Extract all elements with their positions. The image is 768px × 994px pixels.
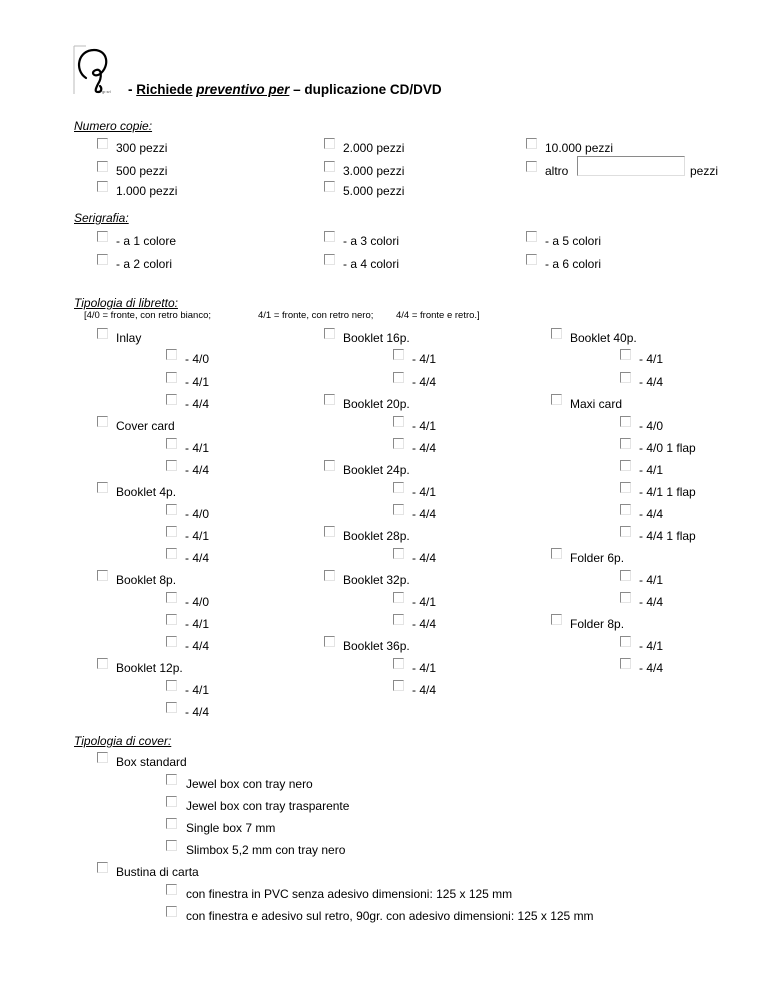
booklet-16p-checkbox[interactable] — [324, 328, 335, 339]
cover-card-44-label: - 4/4 — [185, 463, 210, 477]
jewel-trasparente-checkbox[interactable] — [166, 796, 177, 807]
booklet-36p-44-label: - 4/4 — [412, 683, 437, 697]
booklet-16p-label: Booklet 16p. — [343, 331, 410, 345]
copie-5000-checkbox[interactable] — [324, 181, 335, 192]
booklet-8p-44-label: - 4/4 — [185, 639, 210, 653]
booklet-16p-41-checkbox[interactable] — [393, 349, 404, 360]
serigrafia-1-colore-label: - a 1 colore — [116, 234, 177, 248]
booklet-40p-44-checkbox[interactable] — [620, 372, 631, 383]
maxi-card-40-flap-checkbox[interactable] — [620, 438, 631, 449]
libretto-note-44: 4/4 = fronte e retro.] — [396, 310, 480, 321]
copie-10000-checkbox[interactable] — [526, 138, 537, 149]
cover-card-41-checkbox[interactable] — [166, 438, 177, 449]
maxi-card-40-checkbox[interactable] — [620, 416, 631, 427]
serigrafia-5-colori-checkbox[interactable] — [526, 231, 537, 242]
booklet-20p-41-label: - 4/1 — [412, 419, 437, 433]
folder-6p-label: Folder 6p. — [570, 551, 625, 565]
booklet-24p-checkbox[interactable] — [324, 460, 335, 471]
slimbox-label: Slimbox 5,2 mm con tray nero — [186, 843, 346, 857]
copie-2000-checkbox[interactable] — [324, 138, 335, 149]
copie-300-label: 300 pezzi — [116, 141, 168, 155]
booklet-12p-44-label: - 4/4 — [185, 705, 210, 719]
booklet-12p-label: Booklet 12p. — [116, 661, 183, 675]
maxi-card-label: Maxi card — [570, 397, 623, 411]
booklet-32p-41-label: - 4/1 — [412, 595, 437, 609]
booklet-32p-44-label: - 4/4 — [412, 617, 437, 631]
folder-8p-41-checkbox[interactable] — [620, 636, 631, 647]
company-logo — [72, 44, 124, 96]
booklet-20p-label: Booklet 20p. — [343, 397, 410, 411]
libretto-note-41: 4/1 = fronte, con retro nero; — [258, 310, 374, 321]
booklet-24p-41-label: - 4/1 — [412, 485, 437, 499]
copie-altro-input[interactable] — [577, 156, 685, 176]
jewel-nero-label: Jewel box con tray nero — [186, 777, 313, 791]
inlay-44-label: - 4/4 — [185, 397, 210, 411]
inlay-40-label: - 4/0 — [185, 352, 210, 366]
maxi-card-44-flap-label: - 4/4 1 flap — [639, 529, 696, 543]
serigrafia-4-colori-checkbox[interactable] — [324, 254, 335, 265]
serigrafia-1-colore-checkbox[interactable] — [97, 231, 108, 242]
serigrafia-3-colori-label: - a 3 colori — [343, 234, 400, 248]
serigrafia-6-colori-checkbox[interactable] — [526, 254, 537, 265]
inlay-checkbox[interactable] — [97, 328, 108, 339]
booklet-16p-41-label: - 4/1 — [412, 352, 437, 366]
cover-card-checkbox[interactable] — [97, 416, 108, 427]
maxi-card-41-checkbox[interactable] — [620, 460, 631, 471]
serigrafia-heading: Serigrafia: — [74, 211, 129, 225]
copie-5000-label: 5.000 pezzi — [343, 184, 405, 198]
booklet-4p-checkbox[interactable] — [97, 482, 108, 493]
maxi-card-41-flap-checkbox[interactable] — [620, 482, 631, 493]
booklet-40p-label: Booklet 40p. — [570, 331, 637, 345]
booklet-12p-44-checkbox[interactable] — [166, 702, 177, 713]
copie-pezzi-label: pezzi — [690, 164, 719, 178]
serigrafia-3-colori-checkbox[interactable] — [324, 231, 335, 242]
serigrafia-2-colori-label: - a 2 colori — [116, 257, 173, 271]
booklet-24p-44-checkbox[interactable] — [393, 504, 404, 515]
cover-card-label: Cover card — [116, 419, 175, 433]
folder-8p-checkbox[interactable] — [551, 614, 562, 625]
inlay-41-label: - 4/1 — [185, 375, 210, 389]
finestra-adesivo-checkbox[interactable] — [166, 906, 177, 917]
booklet-40p-41-checkbox[interactable] — [620, 349, 631, 360]
numero-copie-heading: Numero copie: — [74, 119, 153, 133]
booklet-8p-checkbox[interactable] — [97, 570, 108, 581]
maxi-card-41-label: - 4/1 — [639, 463, 664, 477]
booklet-32p-checkbox[interactable] — [324, 570, 335, 581]
booklet-24p-44-label: - 4/4 — [412, 507, 437, 521]
booklet-40p-44-label: - 4/4 — [639, 375, 664, 389]
page-title: - Richiede preventivo per – duplicazione CD/DVD — [128, 82, 442, 97]
bustina-carta-label: Bustina di carta — [116, 865, 199, 879]
copie-3000-label: 3.000 pezzi — [343, 164, 405, 178]
libretto-note-40: [4/0 = fronte, con retro bianco; — [84, 310, 212, 321]
booklet-8p-40-checkbox[interactable] — [166, 592, 177, 603]
folder-8p-label: Folder 8p. — [570, 617, 625, 631]
booklet-36p-41-label: - 4/1 — [412, 661, 437, 675]
copie-500-label: 500 pezzi — [116, 164, 168, 178]
booklet-40p-41-label: - 4/1 — [639, 352, 664, 366]
booklet-36p-label: Booklet 36p. — [343, 639, 410, 653]
folder-8p-41-label: - 4/1 — [639, 639, 664, 653]
single-box-label: Single box 7 mm — [186, 821, 276, 835]
copie-altro-checkbox[interactable] — [526, 161, 537, 172]
booklet-4p-40-label: - 4/0 — [185, 507, 210, 521]
booklet-8p-41-label: - 4/1 — [185, 617, 210, 631]
maxi-card-44-checkbox[interactable] — [620, 504, 631, 515]
booklet-32p-41-checkbox[interactable] — [393, 592, 404, 603]
logo-text: gr.srl — [102, 89, 111, 94]
jewel-trasparente-label: Jewel box con tray trasparente — [186, 799, 350, 813]
booklet-20p-checkbox[interactable] — [324, 394, 335, 405]
finestra-pvc-label: con finestra in PVC senza adesivo dimensioni: 125 x 125 mm — [186, 887, 513, 901]
serigrafia-5-colori-label: - a 5 colori — [545, 234, 602, 248]
finestra-pvc-checkbox[interactable] — [166, 884, 177, 895]
booklet-8p-40-label: - 4/0 — [185, 595, 210, 609]
booklet-12p-checkbox[interactable] — [97, 658, 108, 669]
booklet-8p-44-checkbox[interactable] — [166, 636, 177, 647]
booklet-8p-label: Booklet 8p. — [116, 573, 177, 587]
serigrafia-4-colori-label: - a 4 colori — [343, 257, 400, 271]
booklet-4p-44-checkbox[interactable] — [166, 548, 177, 559]
booklet-32p-44-checkbox[interactable] — [393, 614, 404, 625]
booklet-24p-label: Booklet 24p. — [343, 463, 410, 477]
folder-6p-checkbox[interactable] — [551, 548, 562, 559]
booklet-40p-checkbox[interactable] — [551, 328, 562, 339]
serigrafia-6-colori-label: - a 6 colori — [545, 257, 602, 271]
box-standard-label: Box standard — [116, 755, 187, 769]
inlay-44-checkbox[interactable] — [166, 394, 177, 405]
maxi-card-41-flap-label: - 4/1 1 flap — [639, 485, 696, 499]
serigrafia-2-colori-checkbox[interactable] — [97, 254, 108, 265]
booklet-24p-41-checkbox[interactable] — [393, 482, 404, 493]
folder-6p-41-label: - 4/1 — [639, 573, 664, 587]
slimbox-checkbox[interactable] — [166, 840, 177, 851]
finestra-adesivo-label: con finestra e adesivo sul retro, 90gr. con adesivo dimensioni: 125 x 125 mm — [186, 909, 594, 923]
maxi-card-40-label: - 4/0 — [639, 419, 664, 433]
booklet-16p-44-label: - 4/4 — [412, 375, 437, 389]
folder-6p-44-label: - 4/4 — [639, 595, 664, 609]
booklet-12p-41-label: - 4/1 — [185, 683, 210, 697]
bustina-carta-checkbox[interactable] — [97, 862, 108, 873]
booklet-36p-44-checkbox[interactable] — [393, 680, 404, 691]
single-box-checkbox[interactable] — [166, 818, 177, 829]
copie-10000-label: 10.000 pezzi — [545, 141, 614, 155]
copie-1000-checkbox[interactable] — [97, 181, 108, 192]
booklet-32p-label: Booklet 32p. — [343, 573, 410, 587]
booklet-28p-checkbox[interactable] — [324, 526, 335, 537]
booklet-28p-label: Booklet 28p. — [343, 529, 410, 543]
inlay-41-checkbox[interactable] — [166, 372, 177, 383]
folder-8p-44-label: - 4/4 — [639, 661, 664, 675]
booklet-36p-checkbox[interactable] — [324, 636, 335, 647]
cover-heading: Tipologia di cover: — [74, 734, 172, 748]
inlay-40-checkbox[interactable] — [166, 349, 177, 360]
booklet-4p-label: Booklet 4p. — [116, 485, 177, 499]
booklet-4p-41-checkbox[interactable] — [166, 526, 177, 537]
booklet-16p-44-checkbox[interactable] — [393, 372, 404, 383]
cover-card-44-checkbox[interactable] — [166, 460, 177, 471]
booklet-20p-41-checkbox[interactable] — [393, 416, 404, 427]
folder-6p-44-checkbox[interactable] — [620, 592, 631, 603]
maxi-card-44-flap-checkbox[interactable] — [620, 526, 631, 537]
copie-500-checkbox[interactable] — [97, 161, 108, 172]
maxi-card-44-label: - 4/4 — [639, 507, 664, 521]
booklet-8p-41-checkbox[interactable] — [166, 614, 177, 625]
maxi-card-40-flap-label: - 4/0 1 flap — [639, 441, 696, 455]
booklet-4p-44-label: - 4/4 — [185, 551, 210, 565]
libretto-heading: Tipologia di libretto: — [74, 296, 178, 310]
copie-3000-checkbox[interactable] — [324, 161, 335, 172]
booklet-12p-41-checkbox[interactable] — [166, 680, 177, 691]
copie-2000-label: 2.000 pezzi — [343, 141, 405, 155]
box-standard-checkbox[interactable] — [97, 752, 108, 763]
booklet-28p-44-label: - 4/4 — [412, 551, 437, 565]
booklet-4p-41-label: - 4/1 — [185, 529, 210, 543]
folder-6p-41-checkbox[interactable] — [620, 570, 631, 581]
copie-1000-label: 1.000 pezzi — [116, 184, 178, 198]
cover-card-41-label: - 4/1 — [185, 441, 210, 455]
maxi-card-checkbox[interactable] — [551, 394, 562, 405]
booklet-36p-41-checkbox[interactable] — [393, 658, 404, 669]
inlay-label: Inlay — [116, 331, 142, 345]
booklet-20p-44-checkbox[interactable] — [393, 438, 404, 449]
booklet-4p-40-checkbox[interactable] — [166, 504, 177, 515]
jewel-nero-checkbox[interactable] — [166, 774, 177, 785]
booklet-28p-44-checkbox[interactable] — [393, 548, 404, 559]
copie-300-checkbox[interactable] — [97, 138, 108, 149]
booklet-20p-44-label: - 4/4 — [412, 441, 437, 455]
folder-8p-44-checkbox[interactable] — [620, 658, 631, 669]
copie-altro-label: altro — [545, 164, 569, 178]
